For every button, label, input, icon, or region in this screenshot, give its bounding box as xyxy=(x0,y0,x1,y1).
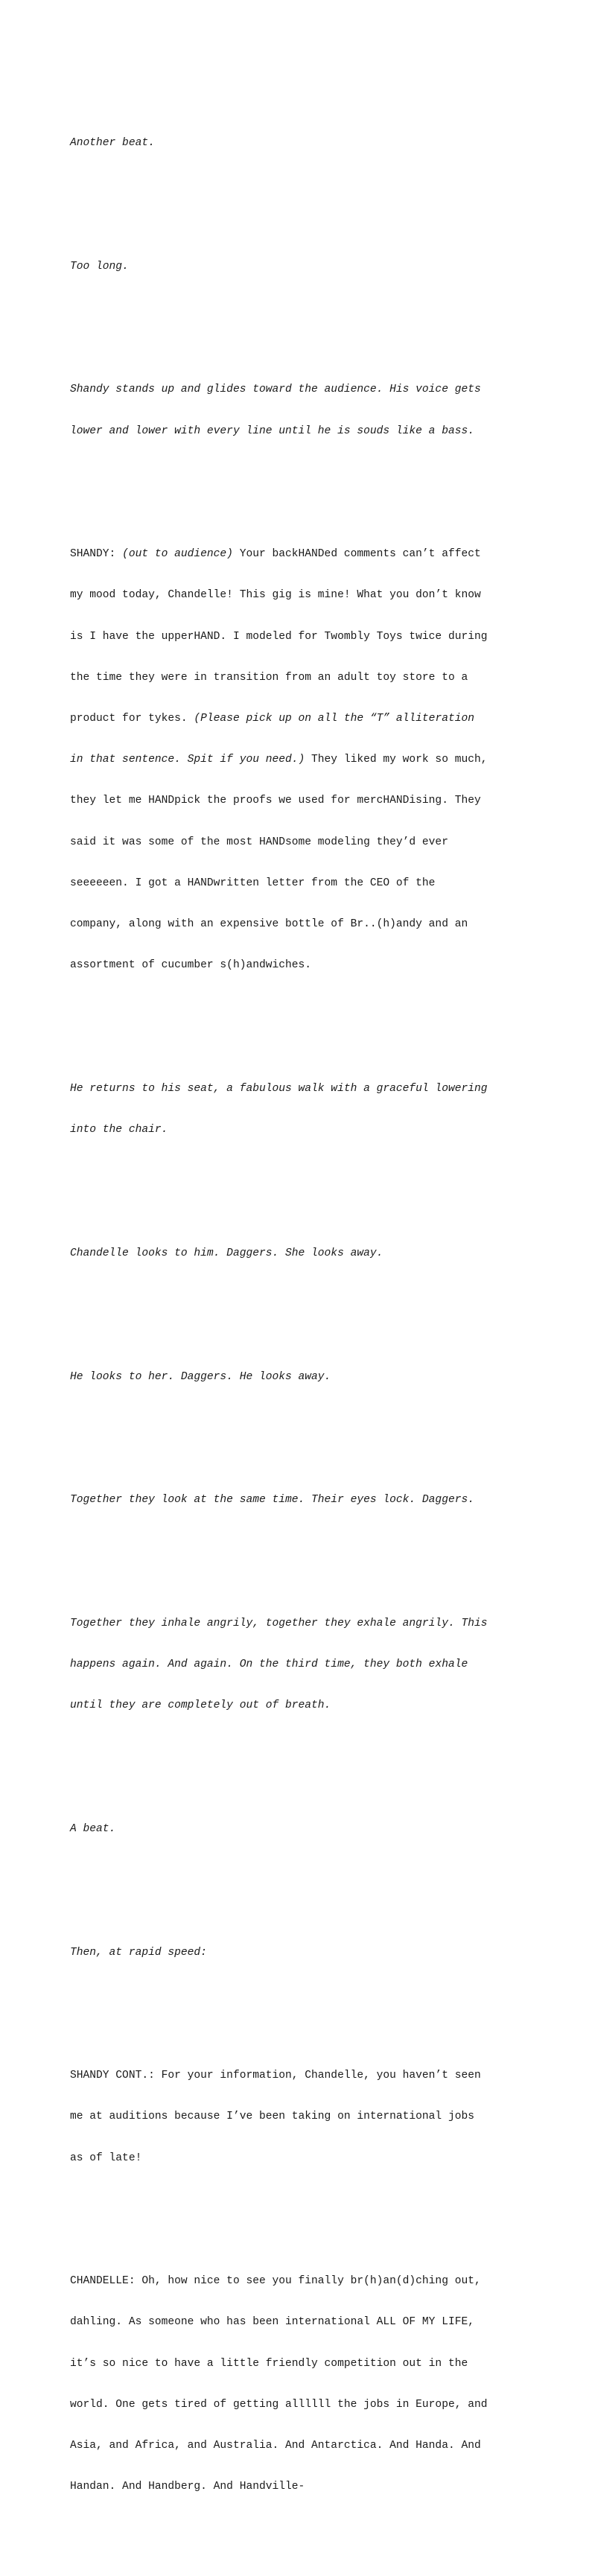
line: Asia, and Africa, and Australia. And Antarctica. And Handa. And xyxy=(70,2440,481,2452)
action-shandy-stands xyxy=(70,356,524,465)
line: as of late! xyxy=(70,2152,142,2164)
line: Chandelle looks to him. Daggers. She looks away. xyxy=(70,1247,383,1259)
script-body xyxy=(70,68,524,2576)
line: the time they were in transition from an adult toy store to a xyxy=(70,671,468,684)
action-rapid-speed xyxy=(70,1918,524,1987)
line: Too long. xyxy=(70,260,129,273)
line: Shandy stands up and glides toward the audience. His voice gets xyxy=(70,384,481,396)
action-returns-to-seat xyxy=(70,1055,524,1164)
line: world. One gets tired of getting allllll the jobs in Europe, and xyxy=(70,2398,488,2411)
line: it’s so nice to have a little friendly competition out in the xyxy=(70,2357,468,2370)
parenthetical: in that sentence. Spit if you need.) xyxy=(70,754,305,766)
line-with-parenthetical xyxy=(70,547,524,561)
line: seeeeeen. I got a HANDwritten letter from the CEO of the xyxy=(70,877,436,889)
line: CHANDELLE: Oh, how nice to see you finally br(h)an(d)ching out, xyxy=(70,2275,481,2288)
action-another-beat xyxy=(70,109,524,177)
line: Handan. And Handberg. And Handville- xyxy=(70,2481,305,2493)
line: He looks to her. Daggers. He looks away. xyxy=(70,1370,331,1383)
line: Then, at rapid speed: xyxy=(70,1946,207,1959)
line: my mood today, Chandelle! This gig is mine! What you don’t know xyxy=(70,589,481,602)
line: me at auditions because I’ve been taking on international jobs xyxy=(70,2111,474,2123)
line: assortment of cucumber s(h)andwiches. xyxy=(70,959,312,972)
line: dahling. As someone who has been international ALL OF MY LIFE, xyxy=(70,2316,474,2329)
line-start: product for tykes. xyxy=(70,713,194,725)
action-inhale-exhale xyxy=(70,1589,524,1740)
dialogue-shandy xyxy=(70,520,524,999)
line: Another beat. xyxy=(70,137,155,150)
dialogue-chandelle xyxy=(70,2247,524,2521)
line-rest: Your backHANDed comments can’t affect xyxy=(232,548,481,561)
action-he-looks xyxy=(70,1343,524,1411)
line: lower and lower with every line until he is souds like a bass. xyxy=(70,424,474,437)
line: He returns to his seat, a fabulous walk with a graceful lowering xyxy=(70,1083,488,1095)
speaker-label: SHANDY: xyxy=(70,548,123,561)
line: company, along with an expensive bottle of Br..(h)andy and an xyxy=(70,918,468,931)
line: Together they look at the same time. Their eyes lock. Daggers. xyxy=(70,1494,474,1507)
action-too-long xyxy=(70,232,524,301)
line: A beat. xyxy=(70,1822,116,1835)
parenthetical: (out to audience) xyxy=(122,548,233,561)
action-chandelle-looks xyxy=(70,1219,524,1288)
line-with-parenthetical xyxy=(70,753,524,766)
line: is I have the upperHAND. I modeled for Twombly Toys twice during xyxy=(70,630,488,643)
action-eyes-lock xyxy=(70,1466,524,1534)
line: into the chair. xyxy=(70,1124,168,1136)
line: said it was some of the most HANDsome modeling they’d ever xyxy=(70,836,448,848)
line: SHANDY CONT.: For your information, Chandelle, you haven’t seen xyxy=(70,2070,481,2082)
line-with-parenthetical xyxy=(70,712,524,725)
line-rest: They liked my work so much, xyxy=(305,754,488,766)
line: Together they inhale angrily, together they exhale angrily. This xyxy=(70,1617,488,1629)
parenthetical: (Please pick up on all the “T” alliteration xyxy=(194,713,474,725)
action-a-beat xyxy=(70,1795,524,1863)
line: until they are completely out of breath. xyxy=(70,1699,331,1712)
dialogue-shandy-cont xyxy=(70,2041,524,2192)
line: they let me HANDpick the proofs we used for mercHANDising. They xyxy=(70,795,481,807)
line: happens again. And again. On the third time, they both exhale xyxy=(70,1659,468,1670)
